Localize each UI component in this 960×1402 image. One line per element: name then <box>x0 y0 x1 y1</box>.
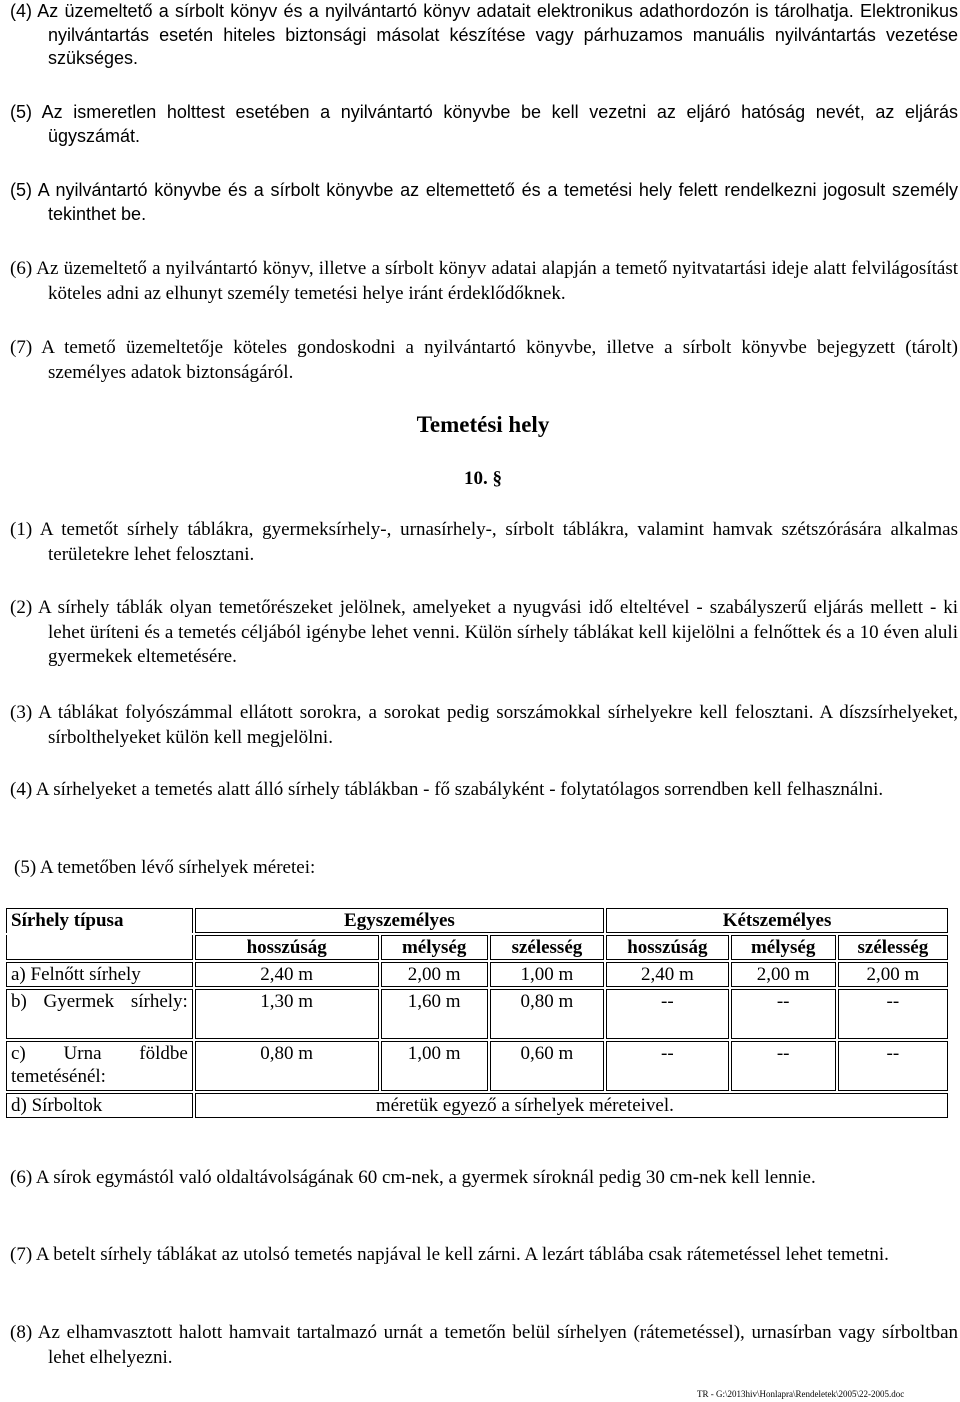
paragraph-4-storage: (4) Az üzemeltető a sírbolt könyv és a nyilvántartó könyv adatait elektronikus adathordozón is tárolhatja. Elektronikus nyilvántartás esetén hiteles biztonsági másolat készítése vagy párhuzamos manuális nyilvántartás vezetése szükséges. <box>10 1 958 68</box>
row-label <box>6 989 193 1039</box>
table-cell: -- <box>606 1041 729 1091</box>
section-number: 10. § <box>464 468 502 489</box>
footer-file-path: TR - G:\2013hiv\Honlapra\Rendeletek\2005\22-2005.doc <box>697 1389 905 1399</box>
table-cell: 2,40 m <box>606 962 729 987</box>
paragraph-4-order: (4) A sírhelyeket a temetés alatt álló sírhely táblákban - fő szabályként - folytatólagos sorrendben kell felhasználni. <box>10 779 884 800</box>
table-cell: 0,60 m <box>490 1041 604 1091</box>
table-cell: -- <box>731 989 836 1039</box>
header-empty-cell <box>6 935 193 960</box>
subheader-cell: hosszúság <box>606 935 729 960</box>
table-cell: 2,40 m <box>195 962 379 987</box>
row-label: d) Sírboltok <box>6 1093 193 1118</box>
row-label-text: c) Urna földbe temetésénél: <box>11 1043 188 1087</box>
paragraph-7-data-security: (7) A temető üzemeltetője köteles gondoskodni a nyilvántartó könyvbe, illetve a sírbolt könyvbe bejegyzett (tárolt) személyes adatok biztonságáról. <box>10 337 958 383</box>
header-double: Kétszemélyes <box>606 908 948 933</box>
paragraph-1-division: (1) A temetőt sírhely táblákra, gyermeksírhely-, urnasírhely-, sírbolt táblákra, valamint hamvak szétszórására alkalmas területekre lehet felosztani. <box>10 519 958 565</box>
subheader-cell: hosszúság <box>195 935 379 960</box>
subheader-cell: mélység <box>731 935 836 960</box>
table-cell: -- <box>838 989 948 1039</box>
table-subheader-row <box>6 935 948 960</box>
table-cell: -- <box>606 989 729 1039</box>
table-header-row <box>6 908 948 933</box>
table-intro: (5) A temetőben lévő sírhelyek méretei: <box>14 857 316 878</box>
table-cell: 0,80 m <box>195 1041 379 1091</box>
header-grave-type: Sírhely típusa <box>6 908 193 933</box>
subheader-cell: mélység <box>381 935 488 960</box>
table-row <box>6 962 948 987</box>
paragraph-8-urn: (8) Az elhamvasztott halott hamvait tartalmazó urnát a temetőn belül sírhelyen (rátemetéssel), urnasírban vagy sírboltban lehet elhelyezni. <box>10 1322 958 1368</box>
merged-note-cell: méretük egyező a sírhelyek méreteivel. <box>195 1093 948 1118</box>
subheader-cell: szélesség <box>490 935 604 960</box>
table-cell: -- <box>731 1041 836 1091</box>
table-cell: 2,00 m <box>381 962 488 987</box>
subheader-cell: szélesség <box>838 935 948 960</box>
table-cell: 1,00 m <box>381 1041 488 1091</box>
table-row <box>6 989 948 1039</box>
row-label-text: b) Gyermek sírhely: <box>11 991 188 1012</box>
table-cell: 2,00 m <box>838 962 948 987</box>
paragraph-3-rows: (3) A táblákat folyószámmal ellátott sorokra, a sorokat pedig sorszámokkal sírhelyekre kell felosztani. A díszsírhelyeket, sírbolthelyeket külön kell megjelölni. <box>10 702 958 748</box>
table-cell: 2,00 m <box>731 962 836 987</box>
table-cell: -- <box>838 1041 948 1091</box>
paragraph-6-information: (6) Az üzemeltető a nyilvántartó könyv, illetve a sírbolt könyv adatai alapján a temető nyitvatartási ideje alatt felvilágosítást köteles adni az elhunyt személy temetési helye iránt érdeklődőknek. <box>10 258 958 304</box>
section-title: Temetési hely <box>416 412 550 437</box>
row-label: a) Felnőtt sírhely <box>6 962 193 987</box>
paragraph-2-grave-tables: (2) A sírhely táblák olyan temetőrészeket jelölnek, amelyeket a nyugvási idő elteltével - szabályszerű eljárás mellett - ki lehet üríteni és a temetés céljából igénybe lehet venni. Külön sírhely táblákat kell kijelölni a felnőttek és a 10 éven aluli gyermekek eltemetésére. <box>10 597 958 667</box>
paragraph-7-closing: (7) A betelt sírhely táblákat az utolsó temetés napjával le kell zárni. A lezárt táblába csak rátemetéssel lehet temetni. <box>10 1244 889 1265</box>
table-row <box>6 1041 948 1091</box>
paragraph-5-unknown-body: (5) Az ismeretlen holttest esetében a nyilvántartó könyvbe be kell vezetni az eljáró hatóság nevét, az eljárás ügyszámát. <box>10 102 958 146</box>
paragraph-5-inspection: (5) A nyilvántartó könyvbe és a sírbolt könyvbe az eltemettető és a temetési hely felett rendelkezni jogosult személy tekinthet be. <box>10 180 958 224</box>
grave-size-table <box>4 906 950 1120</box>
table-cell: 1,00 m <box>490 962 604 987</box>
row-label <box>6 1041 193 1091</box>
header-single: Egyszemélyes <box>195 908 604 933</box>
table-cell: 1,30 m <box>195 989 379 1039</box>
table-cell: 1,60 m <box>381 989 488 1039</box>
paragraph-6-distance: (6) A sírok egymástól való oldaltávolságának 60 cm-nek, a gyermek síroknál pedig 30 cm-nek kell lennie. <box>10 1167 816 1188</box>
table-row <box>6 1093 948 1118</box>
table-cell: 0,80 m <box>490 989 604 1039</box>
